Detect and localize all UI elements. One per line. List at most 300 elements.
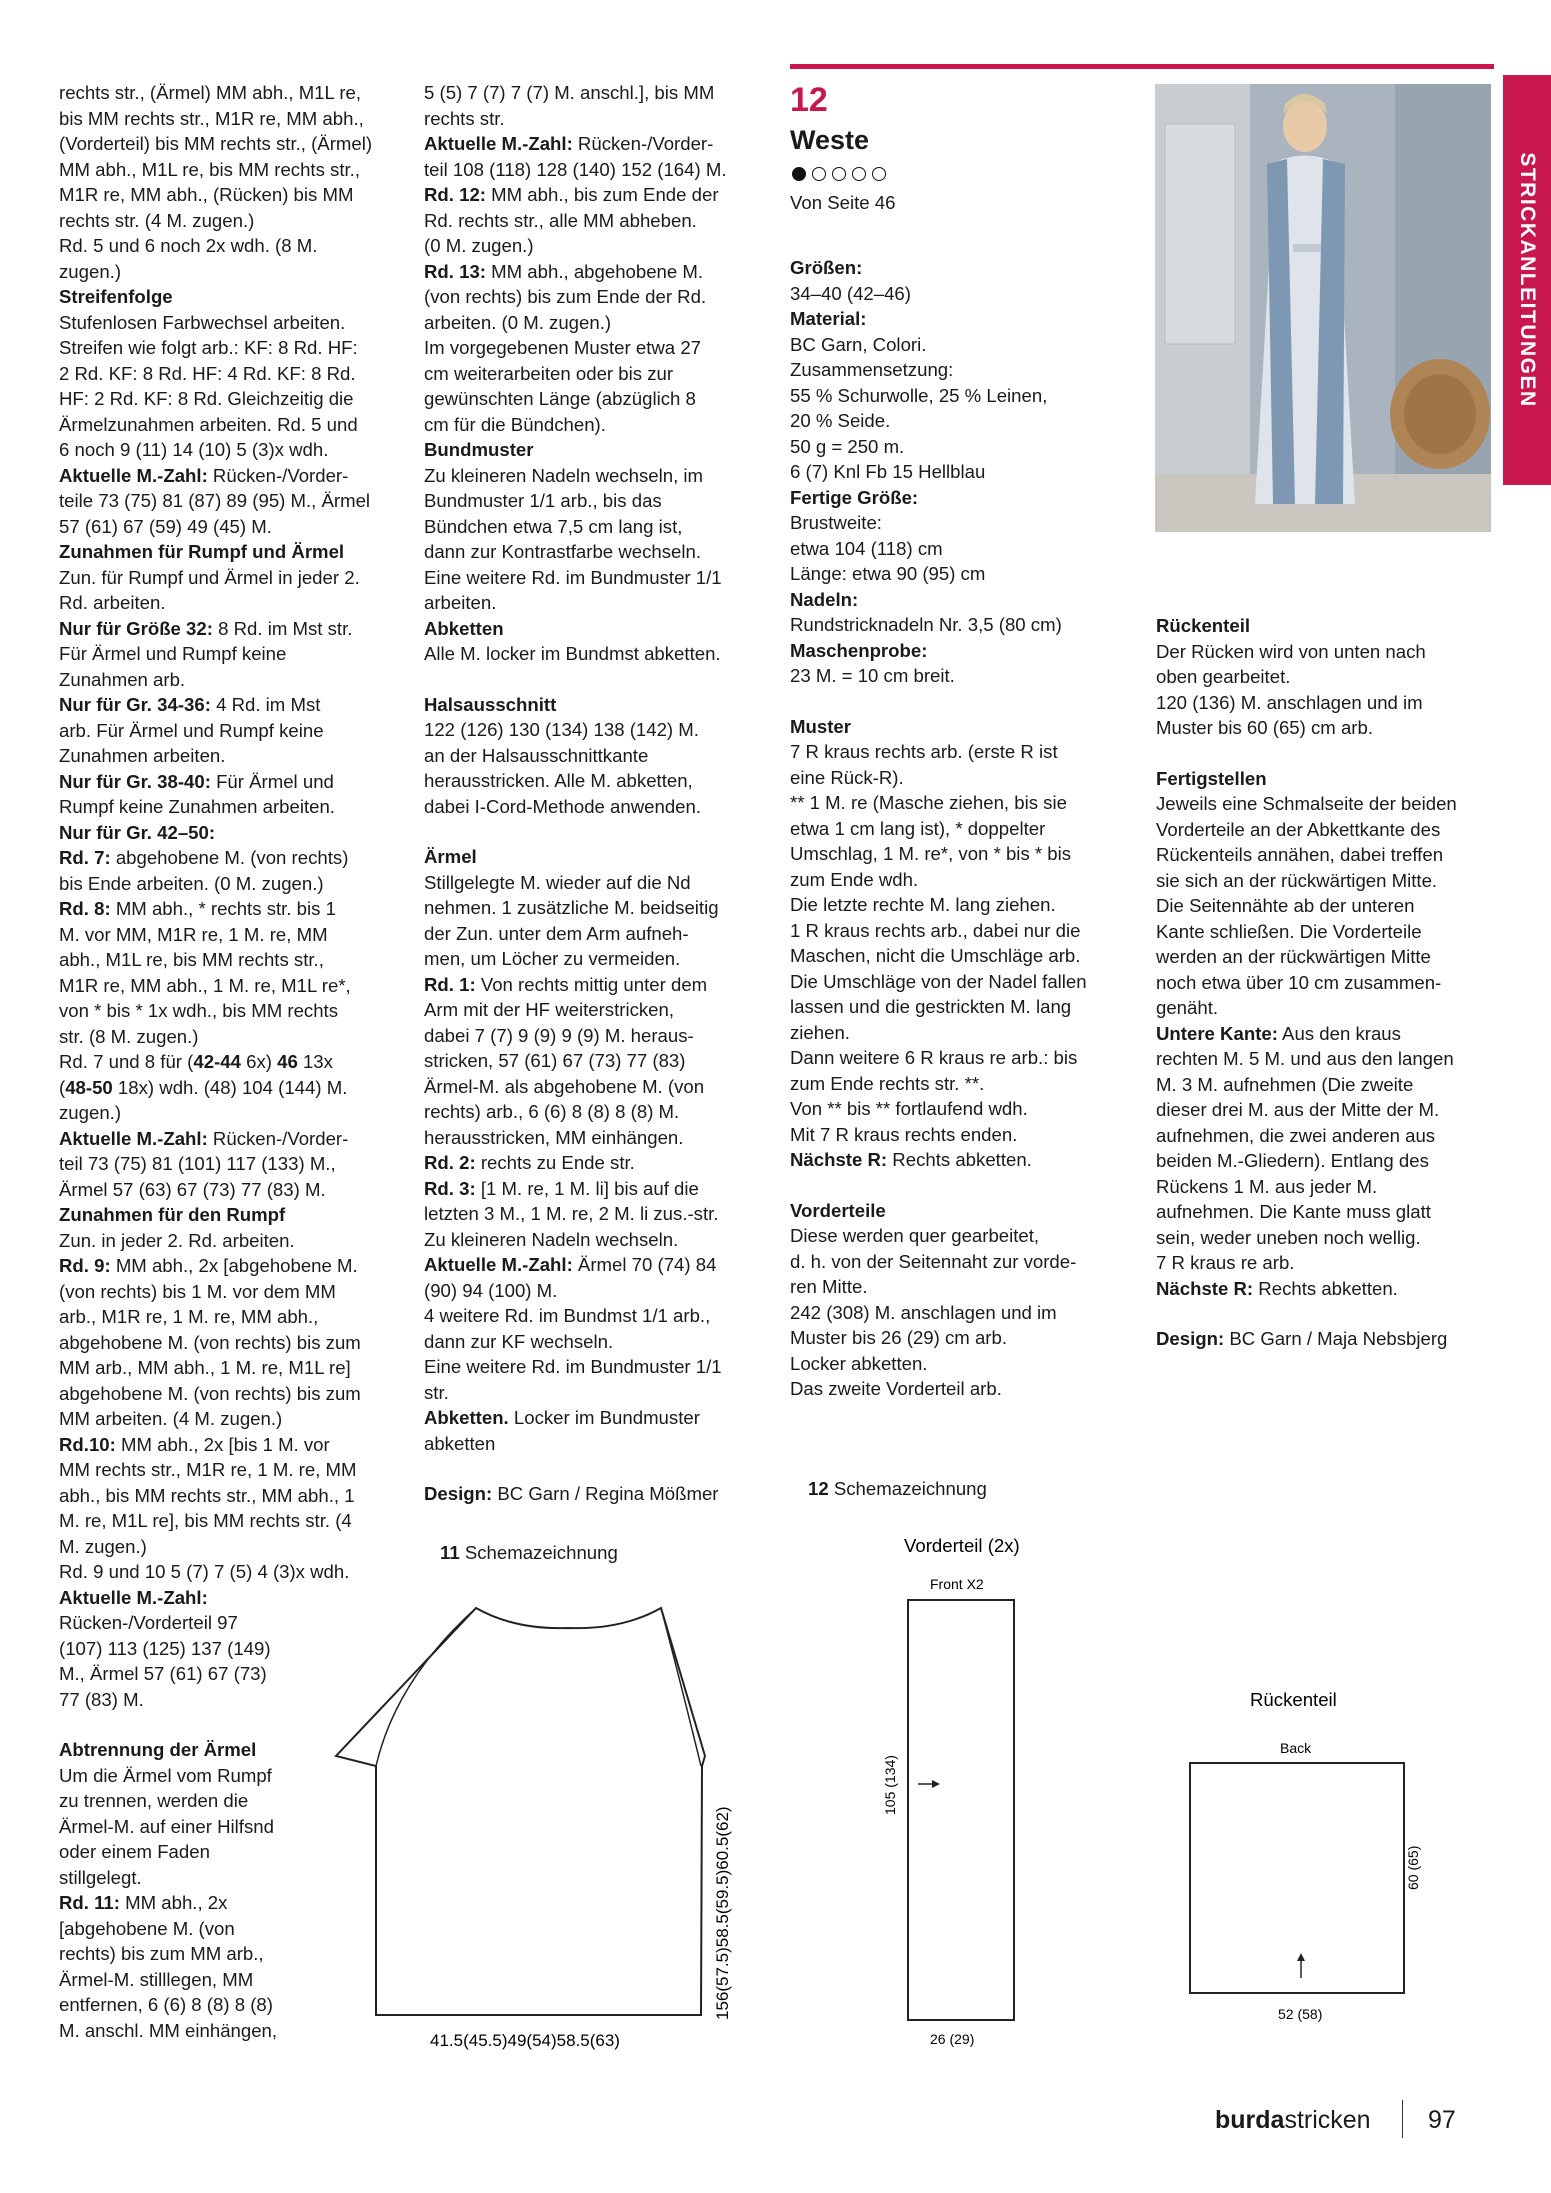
body-text: Arm mit der HF weiterstricken,: [424, 999, 675, 1020]
body-text: Die letzte rechte M. lang ziehen.: [790, 894, 1056, 915]
body-text: rechts zu Ende str.: [475, 1152, 635, 1173]
text-line: [1156, 1301, 1496, 1326]
text-line: [59, 1432, 409, 1458]
bold-text: Aktuelle M.-Zahl:: [424, 1254, 573, 1275]
body-text: M. zugen.): [59, 1535, 147, 1557]
text-line: [59, 667, 409, 693]
body-text: 7 R kraus rechts arb. (erste R ist: [790, 741, 1058, 762]
bold-text: Design:: [424, 1483, 493, 1504]
body-text: 57 (61) 67 (59) 49 (45) M.: [59, 515, 272, 537]
body-text: M., Ärmel 57 (61) 67 (73): [59, 1663, 267, 1684]
body-text: (von rechts) bis 1 M. vor dem MM: [59, 1280, 336, 1302]
body-text: str. (8 M. zugen.): [59, 1025, 199, 1047]
body-text: abketten: [424, 1432, 496, 1454]
text-line: [59, 1049, 409, 1075]
body-text: herausstricken, MM einhängen.: [424, 1126, 684, 1148]
back-height: 60 (65): [1405, 1845, 1421, 1890]
body-text: Eine weitere Rd. im Bundmuster 1/1: [424, 566, 722, 588]
body-text: zum Ende rechts str. **.: [790, 1072, 985, 1094]
body-text: Zunahmen arbeiten.: [59, 745, 226, 766]
text-line: [424, 692, 774, 718]
text-line: [59, 743, 409, 769]
text-line: [59, 1483, 409, 1509]
body-text: bis Ende arbeiten. (0 M. zugen.): [59, 872, 324, 894]
body-text: abgehobene M. (von rechts): [110, 847, 349, 868]
text-line: [790, 841, 1150, 867]
text-line: [59, 871, 409, 897]
bold-text: 48-50: [65, 1076, 113, 1098]
text-line: [59, 896, 409, 922]
body-text: zugen.): [59, 260, 122, 282]
bold-text: Nur für Gr. 38-40:: [59, 770, 211, 792]
text-line: [59, 718, 409, 744]
text-line: [790, 892, 1150, 918]
body-text: letzten 3 M., 1 M. re, 2 M. li zus.-str.: [424, 1203, 719, 1224]
footer-brand: [1215, 2106, 1371, 2135]
bold-text: Rd. 7:: [59, 847, 111, 868]
bold-text: Rd. 9:: [59, 1255, 111, 1276]
body-text: arb., M1R re, 1 M. re, MM abh.,: [59, 1306, 319, 1327]
bold-text: Bundmuster: [424, 439, 534, 460]
text-line: [59, 131, 409, 157]
text-line: [59, 1406, 409, 1432]
bold-text: Abketten: [424, 617, 504, 639]
column-3: [790, 255, 1150, 1402]
text-line: [424, 1354, 774, 1380]
body-text: M1R re, MM abh., (Rücken) bis MM: [59, 184, 354, 205]
body-text: Rumpf keine Zunahmen arbeiten.: [59, 796, 335, 817]
body-text: sein, weder uneben noch wellig.: [1156, 1226, 1421, 1248]
body-text: stricken, 57 (61) 67 (73) 77 (83): [424, 1050, 686, 1071]
text-line: [790, 281, 1150, 307]
body-text: MM abh., bis zum Ende der: [486, 184, 719, 205]
front-title: Vorderteil (2x): [904, 1535, 1020, 1556]
body-text: Kante schließen. Die Vorderteile: [1156, 920, 1422, 942]
bold-text: Material:: [790, 308, 867, 329]
text-line: [790, 1249, 1150, 1275]
text-line: [59, 641, 409, 667]
body-text: an der Halsausschnittkante: [424, 744, 649, 766]
difficulty-dot-filled: [792, 167, 806, 181]
figure-12-number: 12: [808, 1478, 829, 1499]
bold-text: Rd. 11:: [59, 1892, 120, 1913]
text-line: [1156, 1225, 1496, 1251]
body-text: 6 noch 9 (11) 14 (10) 5 (3)x wdh.: [59, 439, 329, 460]
body-text: Für Ärmel und: [210, 770, 334, 792]
text-line: [790, 1300, 1150, 1326]
body-text: 55 % Schurwolle, 25 % Leinen,: [790, 384, 1048, 406]
text-line: [59, 1330, 409, 1356]
bold-text: Aktuelle M.-Zahl:: [59, 1586, 208, 1608]
bold-text: Rd. 3:: [424, 1177, 476, 1199]
text-line: [790, 408, 1150, 434]
body-text: lassen und die gestrickten M. lang: [790, 996, 1072, 1017]
column-4: [1156, 613, 1496, 1352]
body-text: M. 3 M. aufnehmen (Die zweite: [1156, 1073, 1414, 1095]
body-text: Länge: etwa 90 (95) cm: [790, 563, 986, 584]
body-text: Bündchen etwa 7,5 cm lang ist,: [424, 515, 683, 537]
body-text: arbeiten.: [424, 592, 497, 613]
body-text: MM arbeiten. (4 M. zugen.): [59, 1408, 283, 1429]
body-text: MM abh., 2x [abgehobene M.: [110, 1255, 358, 1276]
text-line: [424, 641, 774, 667]
text-line: [790, 790, 1150, 816]
bold-text: Muster: [790, 715, 851, 737]
back-en: Back: [1280, 1740, 1312, 1756]
body-text: Jeweils eine Schmalseite der beiden: [1156, 793, 1457, 814]
body-text: Zusammensetzung:: [790, 359, 954, 380]
text-line: [424, 1099, 774, 1125]
text-line: [59, 463, 409, 489]
body-text: beiden M.-Gliedern). Entlang des: [1156, 1150, 1429, 1171]
bold-text: Design:: [1156, 1328, 1225, 1349]
text-line: [424, 437, 774, 463]
body-text: 20 % Seide.: [790, 410, 891, 431]
text-line: [424, 921, 774, 947]
figure-11-number: 11: [440, 1542, 460, 1563]
body-text: 13x: [297, 1051, 333, 1072]
text-line: [59, 1381, 409, 1407]
body-text: Von ** bis ** fortlaufend wdh.: [790, 1098, 1028, 1119]
text-line: [59, 412, 409, 438]
bold-text: Rd. 12:: [424, 184, 486, 205]
text-line: [424, 106, 774, 132]
body-text: 77 (83) M.: [59, 1688, 144, 1710]
body-text: 1 R kraus rechts arb., dabei nur die: [790, 919, 1081, 941]
body-text: arb. Für Ärmel und Rumpf keine: [59, 719, 324, 741]
body-text: HF: 2 Rd. KF: 8 Rd. Gleichzeitig die: [59, 388, 354, 409]
body-text: abh., M1L re, bis MM rechts str.,: [59, 949, 324, 970]
body-text: (von rechts) bis zum Ende der Rd.: [424, 286, 707, 307]
body-text: MM abh., * rechts str. bis 1: [110, 898, 336, 919]
text-line: [424, 386, 774, 412]
front-width: 26 (29): [930, 2031, 975, 2047]
text-line: [424, 1150, 774, 1176]
body-text: Locker im Bundmuster: [508, 1407, 700, 1428]
text-line: [59, 284, 409, 310]
text-line: [790, 663, 1150, 689]
text-line: [1156, 1148, 1496, 1174]
body-text: Rücken-/Vorder-: [207, 1127, 349, 1149]
text-line: [59, 157, 409, 183]
text-line: [59, 998, 409, 1024]
text-line: [1156, 791, 1496, 817]
body-text: cm weiterarbeiten oder bis zur: [424, 362, 674, 384]
text-line: [790, 739, 1150, 765]
body-text: zum Ende wdh.: [790, 868, 919, 890]
text-line: [1156, 715, 1496, 741]
text-line: [424, 284, 774, 310]
body-text: Im vorgegebenen Muster etwa 27: [424, 337, 701, 358]
body-text: M. vor MM, M1R re, 1 M. re, MM: [59, 923, 328, 945]
text-line: [424, 1278, 774, 1304]
body-text: bis MM rechts str., M1R re, MM abh.,: [59, 107, 364, 129]
section-tab: [1503, 75, 1551, 485]
text-line: [424, 1329, 774, 1355]
text-line: [59, 233, 409, 259]
body-text: noch etwa über 10 cm zusammen-: [1156, 971, 1442, 993]
text-line: [790, 689, 1150, 714]
body-text: cm für die Bündchen).: [424, 413, 606, 435]
bold-text: Zunahmen für den Rumpf: [59, 1204, 286, 1225]
body-text: MM abh., 2x: [119, 1892, 228, 1913]
body-text: Zu kleineren Nadeln wechseln, im: [424, 464, 704, 486]
body-text: Streifen wie folgt arb.: KF: 8 Rd. HF:: [59, 337, 358, 358]
body-text: Aus den kraus: [1277, 1022, 1401, 1044]
bold-text: 42-44: [193, 1051, 241, 1072]
body-text: abgehobene M. (von rechts) bis zum: [59, 1382, 361, 1404]
bold-text: Nur für Gr. 42–50:: [59, 821, 216, 843]
body-text: Ärmel-M. als abgehobene M. (von: [424, 1075, 705, 1097]
body-text: Brustweite:: [790, 512, 882, 533]
body-text: Rückenteils annähen, dabei treffen: [1156, 844, 1444, 865]
text-line: [1156, 842, 1496, 868]
body-text: Rechts abketten.: [887, 1149, 1032, 1170]
body-text: Rd. 9 und 10 5 (7) 7 (5) 4 (3)x wdh.: [59, 1561, 350, 1582]
text-line: [59, 386, 409, 412]
text-line: [790, 1173, 1150, 1198]
body-text: Vorderteile an der Abkettkante des: [1156, 818, 1441, 840]
text-line: [424, 819, 774, 844]
text-line: [59, 259, 409, 285]
body-text: gewünschten Länge (abzüglich 8: [424, 388, 696, 409]
body-text: Ärmel 70 (74) 84: [572, 1254, 717, 1275]
body-text: teile 73 (75) 81 (87) 89 (95) M., Ärmel: [59, 490, 371, 511]
body-text: Diese werden quer gearbeitet,: [790, 1225, 1040, 1246]
text-line: [790, 1274, 1150, 1300]
body-text: rechts) bis zum MM arb.,: [59, 1943, 264, 1964]
body-text: dabei 7 (7) 9 (9) 9 (9) M. heraus-: [424, 1024, 694, 1046]
text-line: [59, 1355, 409, 1381]
body-text: (0 M. zugen.): [424, 235, 534, 256]
text-line: [59, 1457, 409, 1483]
text-line: [59, 335, 409, 361]
body-text: Rechts abketten.: [1253, 1277, 1398, 1299]
body-text: 8 Rd. im Mst str.: [212, 617, 353, 639]
figure-12-diagram: [860, 1530, 1440, 2060]
front-panel: [908, 1600, 1014, 2020]
difficulty-dot-empty: [812, 167, 826, 181]
text-line: [59, 1024, 409, 1050]
text-line: [790, 536, 1150, 562]
text-line: [424, 1176, 774, 1202]
text-line: [424, 361, 774, 387]
text-line: [59, 539, 409, 565]
bold-text: Nur für Gr. 34-36:: [59, 694, 211, 715]
bold-text: Maschenprobe:: [790, 639, 928, 661]
model-photo: [1155, 84, 1491, 532]
body-text: M1R re, MM abh., 1 M. re, M1L re*,: [59, 974, 351, 996]
body-text: dabei I-Cord-Methode anwenden.: [424, 795, 702, 817]
text-line: [424, 182, 774, 208]
back-title: Rückenteil: [1250, 1689, 1337, 1710]
body-text: Rundstricknadeln Nr. 3,5 (80 cm): [790, 614, 1062, 635]
body-text: Rücken-/Vorder-: [207, 464, 349, 486]
body-text: 7 R kraus re arb.: [1156, 1252, 1295, 1273]
body-text: MM abh., 2x [bis 1 M. vor: [115, 1433, 330, 1455]
body-text: rechts str., (Ärmel) MM abh., M1L re,: [59, 82, 362, 103]
figure-11-diagram: [300, 1570, 780, 2060]
bold-text: Rd. 8:: [59, 898, 111, 919]
body-text: Das zweite Vorderteil arb.: [790, 1378, 1002, 1399]
text-line: [424, 794, 774, 820]
text-line: [1156, 995, 1496, 1021]
body-text: Die Umschläge von der Nadel fallen: [790, 970, 1087, 992]
text-line: [424, 310, 774, 336]
text-line: [424, 335, 774, 361]
body-text: Muster bis 26 (29) cm arb.: [790, 1327, 1007, 1348]
text-line: [59, 769, 409, 795]
bold-text: Abketten.: [424, 1407, 509, 1428]
text-line: [1156, 970, 1496, 996]
body-text: 242 (308) M. anschlagen und im: [790, 1301, 1057, 1323]
bold-text: Streifenfolge: [59, 286, 173, 307]
bold-text: Untere Kante:: [1156, 1022, 1278, 1044]
text-line: [424, 208, 774, 234]
bold-text: Rd. 2:: [424, 1152, 476, 1173]
body-text: aufnehmen. Die Kante muss glatt: [1156, 1201, 1431, 1222]
body-text: M. anschl. MM einhängen,: [59, 2019, 278, 2041]
body-text: zugen.): [59, 1102, 122, 1123]
text-line: [424, 565, 774, 591]
body-text: 23 M. = 10 cm breit.: [790, 665, 955, 686]
body-text: d. h. von der Seitennaht zur vorde-: [790, 1250, 1077, 1272]
body-text: Zu kleineren Nadeln wechseln.: [424, 1228, 679, 1250]
bold-text: Zunahmen für Rumpf und Ärmel: [59, 541, 345, 562]
text-line: [59, 1126, 409, 1152]
text-line: [59, 310, 409, 336]
figure-11-width: 41.5(45.5)49(54)58.5(63): [430, 2031, 620, 2050]
body-text: ziehen.: [790, 1021, 850, 1043]
text-line: [790, 383, 1150, 409]
text-line: [424, 157, 774, 183]
body-text: stillgelegt.: [59, 1866, 142, 1888]
text-line: [59, 820, 409, 846]
text-line: [424, 590, 774, 616]
text-line: [424, 488, 774, 514]
text-line: [59, 616, 409, 642]
text-line: [424, 870, 774, 896]
back-panel: [1190, 1763, 1404, 1993]
body-text: rechten M. 5 M. und aus den langen: [1156, 1048, 1454, 1069]
text-line: [790, 510, 1150, 536]
text-line: [1156, 893, 1496, 919]
difficulty-dot-empty: [852, 167, 866, 181]
body-text: sie sich an der rückwärtigen Mitte.: [1156, 869, 1438, 891]
body-text: Mit 7 R kraus rechts enden.: [790, 1123, 1018, 1145]
body-text: aufnehmen, die zwei anderen aus: [1156, 1124, 1436, 1146]
body-text: Der Rücken wird von unten nach: [1156, 640, 1426, 662]
text-line: [59, 1534, 409, 1560]
text-line: [424, 259, 774, 285]
body-text: oder einem Faden: [59, 1841, 210, 1862]
text-line: [1156, 919, 1496, 945]
difficulty-rating: [792, 160, 1150, 188]
text-line: [790, 943, 1150, 969]
text-line: [424, 539, 774, 565]
text-line: [59, 1202, 409, 1228]
text-line: [424, 768, 774, 794]
text-line: [790, 612, 1150, 638]
body-text: rechts str.: [424, 107, 505, 129]
body-text: werden an der rückwärtigen Mitte: [1156, 946, 1431, 967]
text-line: [424, 844, 774, 870]
difficulty-dot-empty: [832, 167, 846, 181]
text-line: [424, 1125, 774, 1151]
body-text: dann zur Kontrastfarbe wechseln.: [424, 541, 701, 562]
front-height: 105 (134): [882, 1755, 898, 1815]
text-line: [59, 488, 409, 514]
text-line: [59, 1228, 409, 1254]
body-text: BC Garn / Regina Mößmer: [492, 1483, 719, 1504]
text-line: [424, 972, 774, 998]
text-line: [790, 714, 1150, 740]
text-line: [424, 412, 774, 438]
bold-text: Fertige Größe:: [790, 486, 919, 508]
text-line: [790, 306, 1150, 332]
text-line: [59, 514, 409, 540]
pattern-title: Weste: [790, 125, 870, 155]
text-line: [1156, 766, 1496, 792]
figure-11-height: 156(57.5)58.5(59.5)60.5(62): [713, 1806, 732, 2020]
body-text: Ärmelzunahmen arbeiten. Rd. 5 und: [59, 413, 358, 435]
bold-text: Rd.10:: [59, 1433, 116, 1455]
body-text: Ärmel-M. stilllegen, MM: [59, 1968, 254, 1990]
body-text: Stillgelegte M. wieder auf die Nd: [424, 871, 691, 893]
text-line: [1156, 1072, 1496, 1098]
text-line: [1156, 613, 1496, 639]
body-text: 18x) wdh. (48) 104 (144) M.: [112, 1076, 348, 1098]
figure-12-label: Schemazeichnung: [833, 1478, 987, 1499]
body-text: Zunahmen arb.: [59, 668, 186, 690]
footer-divider: [1402, 2100, 1403, 2138]
text-line: [1156, 639, 1496, 665]
text-line: [59, 1304, 409, 1330]
text-line: [424, 463, 774, 489]
text-line: [59, 845, 409, 871]
text-line: [59, 794, 409, 820]
body-text: Eine weitere Rd. im Bundmuster 1/1: [424, 1356, 722, 1377]
text-line: [790, 1325, 1150, 1351]
text-line: [1156, 690, 1496, 716]
body-text: Rd. 5 und 6 noch 2x wdh. (8 M.: [59, 235, 318, 256]
text-line: [790, 434, 1150, 460]
body-text: rechts str. (4 M. zugen.): [59, 209, 255, 231]
body-text: Zun. für Rumpf und Ärmel in jeder 2.: [59, 566, 360, 588]
body-text: Die Seitennähte ab der unteren: [1156, 895, 1415, 916]
body-text: Ärmel-M. auf einer Hilfsnd: [59, 1815, 274, 1837]
figure-11-caption: [440, 1542, 618, 1564]
body-text: Alle M. locker im Bundmst abketten.: [424, 643, 721, 664]
text-line: [59, 1177, 409, 1203]
bold-text: Nur für Größe 32:: [59, 617, 213, 639]
text-line: [1156, 944, 1496, 970]
body-text: etwa 104 (118) cm: [790, 537, 943, 559]
body-text: Rücken-/Vorder-: [572, 133, 714, 154]
text-line: [424, 1481, 774, 1507]
text-line: [59, 1279, 409, 1305]
body-text: [abgehobene M. (von: [59, 1917, 235, 1939]
bold-text: Größen:: [790, 257, 863, 278]
body-text: 4 weitere Rd. im Bundmst 1/1 arb.,: [424, 1305, 711, 1326]
body-text: Maschen, nicht die Umschläge arb.: [790, 945, 1081, 966]
body-text: der Zun. unter dem Arm aufneh-: [424, 922, 689, 944]
body-text: MM rechts str., M1R re, 1 M. re, MM: [59, 1459, 357, 1480]
text-line: [790, 332, 1150, 358]
text-line: [1156, 817, 1496, 843]
text-line: [59, 437, 409, 463]
front-en: Front X2: [930, 1576, 984, 1592]
